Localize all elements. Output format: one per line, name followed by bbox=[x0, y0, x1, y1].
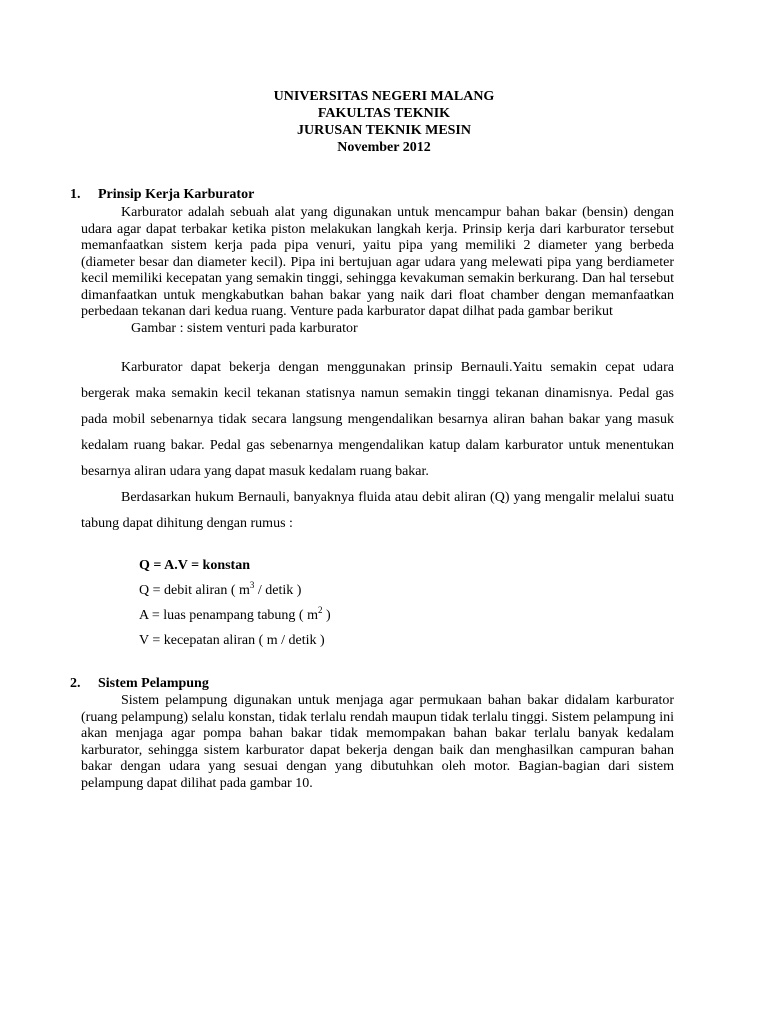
document-header bbox=[0, 88, 768, 156]
section-1-paragraph-2: Karburator dapat bekerja dengan menggunakan prinsip Bernauli.Yaitu semakin cepat udara bergerak maka semakin kecil tekanan statisnya namun semakin tinggi tekanan dinamisnya. Pedal gas pada mobil sebenarnya tidak secara langsung mengendalikan besarnya aliran bahan bakar yang masuk kedalam ruang bakar. Pedal gas sebenarnya mengendalikan katup dalam karburator untuk menentukan besarnya aliran udara yang dapat masuk kedalam ruang bakar. bbox=[81, 360, 674, 479]
formula-a-unit: ) bbox=[322, 608, 331, 623]
formula-a-exponent: 2 bbox=[317, 605, 323, 615]
figure-caption: Gambar : sistem venturi pada karburator bbox=[131, 320, 358, 336]
section-1-paragraph-3: Berdasarkan hukum Bernauli, banyaknya fluida atau debit aliran (Q) yang mengalir melalui suatu tabung dapat dihitung dengan rumus : bbox=[81, 490, 674, 531]
section-2-body bbox=[81, 693, 674, 792]
department-name: JURUSAN TEKNIK MESIN bbox=[297, 123, 471, 138]
section-1-body bbox=[81, 355, 674, 537]
section-1-intro bbox=[81, 205, 674, 337]
formula-q-exponent: 3 bbox=[249, 580, 255, 590]
section-1-title: Prinsip Kerja Karburator bbox=[98, 187, 255, 202]
formula-q-text: Q = debit aliran ( m bbox=[139, 583, 250, 598]
formula-block bbox=[139, 553, 331, 653]
formula-v-definition: V = kecepatan aliran ( m / detik ) bbox=[139, 633, 325, 648]
section-2-number: 2. bbox=[70, 676, 81, 691]
section-1-paragraph-1: Karburator adalah sebuah alat yang digunakan untuk mencampur bahan bakar (bensin) dengan udara agar dapat terbakar ketika piston melakukan langkah kerja. Prinsip kerja dari karburator tersebut memanfaatkan sistem kerja pada pipa venuri, yaitu pipa yang memiliki 2 diameter yang berbeda (diameter besar dan diameter kecil). Pipa ini bertujuan agar udara yang melewati pipa yang berdiameter kecil memiliki kecepatan yang semakin tinggi, sehingga kevakuman semakin berkurang. Dan hal tersebut dimanfaatkan untuk mengkabutkan bahan bakar yang naik dari float chamber dengan memanfaatkan perbedaan tekanan dari kedua ruang. Venture pada karburator dapat dilhat pada gambar berikut bbox=[81, 205, 674, 319]
section-2-heading bbox=[70, 676, 209, 692]
formula-q-definition bbox=[139, 578, 331, 603]
university-name: UNIVERSITAS NEGERI MALANG bbox=[273, 89, 495, 104]
formula-main: Q = A.V = konstan bbox=[139, 558, 251, 573]
section-2-title: Sistem Pelampung bbox=[98, 676, 209, 691]
section-1-heading bbox=[70, 187, 254, 203]
formula-a-text: A = luas penampang tabung ( m bbox=[139, 608, 318, 623]
faculty-name: FAKULTAS TEKNIK bbox=[317, 106, 451, 121]
section-1-number: 1. bbox=[70, 187, 81, 202]
formula-q-unit: / detik ) bbox=[254, 583, 302, 598]
section-2-paragraph-1: Sistem pelampung digunakan untuk menjaga agar permukaan bahan bakar didalam karburator (ruang pelampung) selalu konstan, tidak terlalu rendah maupun tidak terlalu tinggi. Sistem pelampung ini akan menjaga agar pompa bahan bakar tidak memompakan bahan bakar terlalu banyak kedalam karburator, sehingga sistem karburator dapat bekerja dengan baik dan menghasilkan campuran bahan bakar dengan udara yang sesuai dengan yang dibutuhkan oleh motor. Bagian-bagian dari sistem pelampung dapat dilihat pada gambar 10. bbox=[81, 693, 674, 791]
formula-a-definition bbox=[139, 603, 331, 628]
document-date: November 2012 bbox=[337, 140, 431, 155]
